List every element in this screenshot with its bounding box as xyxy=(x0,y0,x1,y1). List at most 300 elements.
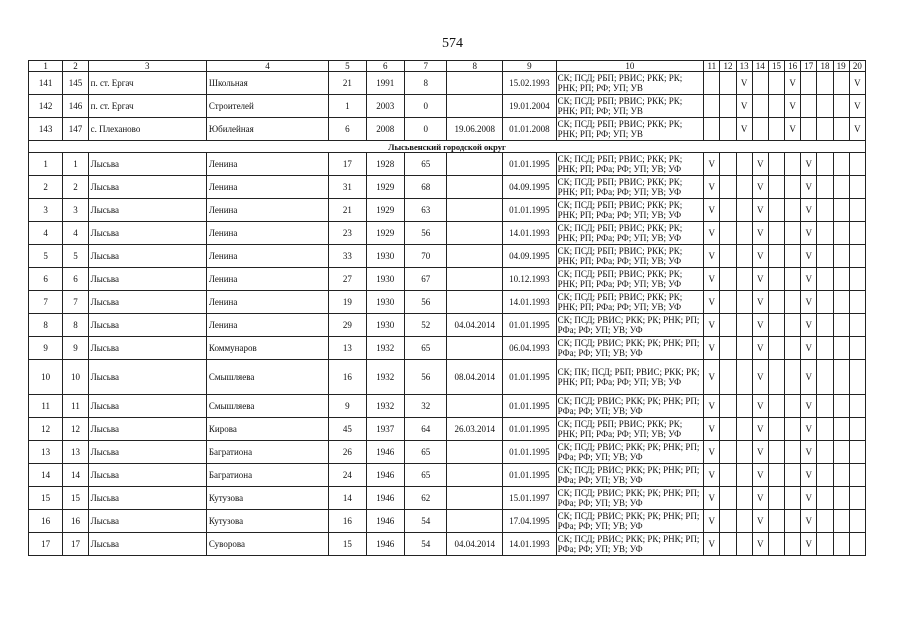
locality-cell: Лысьва xyxy=(88,441,206,464)
column-header: 14 xyxy=(752,61,768,72)
house-number-cell: 17 xyxy=(329,153,366,176)
mark-cell-18 xyxy=(817,268,833,291)
table-row xyxy=(29,176,866,199)
build-year-cell: 1946 xyxy=(366,510,404,533)
column-header: 1 xyxy=(29,61,63,72)
date-8-cell xyxy=(447,176,503,199)
mark-cell-17: V xyxy=(801,222,817,245)
mark-cell-15 xyxy=(768,533,784,556)
mark-cell-20 xyxy=(849,199,865,222)
mark-cell-19 xyxy=(833,153,849,176)
row-number-cell: 16 xyxy=(29,510,63,533)
mark-cell-18 xyxy=(817,510,833,533)
house-number-cell: 24 xyxy=(329,464,366,487)
mark-cell-12 xyxy=(720,153,736,176)
date-8-cell: 04.04.2014 xyxy=(447,314,503,337)
object-number-cell: 1 xyxy=(63,153,88,176)
mark-cell-13: V xyxy=(736,72,752,95)
mark-cell-14 xyxy=(752,95,768,118)
mark-cell-17: V xyxy=(801,441,817,464)
mark-cell-17: V xyxy=(801,337,817,360)
object-number-cell: 4 xyxy=(63,222,88,245)
mark-cell-11: V xyxy=(704,487,720,510)
apartments-count-cell: 8 xyxy=(405,72,447,95)
mark-cell-19 xyxy=(833,418,849,441)
mark-cell-17 xyxy=(801,72,817,95)
mark-cell-12 xyxy=(720,441,736,464)
mark-cell-18 xyxy=(817,199,833,222)
column-header: 12 xyxy=(720,61,736,72)
mark-cell-18 xyxy=(817,153,833,176)
codes-cell: СК; ПСД; РВИС; РКК; РК; РНК; РП; РФа; РФ; УП; УВ; УФ xyxy=(556,487,704,510)
mark-cell-19 xyxy=(833,360,849,395)
mark-cell-15 xyxy=(768,199,784,222)
build-year-cell: 1929 xyxy=(366,176,404,199)
locality-cell: Лысьва xyxy=(88,314,206,337)
locality-cell: Лысьва xyxy=(88,268,206,291)
row-number-cell: 1 xyxy=(29,153,63,176)
street-cell: Ленина xyxy=(206,314,328,337)
row-number-cell: 3 xyxy=(29,199,63,222)
house-number-cell: 45 xyxy=(329,418,366,441)
mark-cell-17: V xyxy=(801,360,817,395)
locality-cell: Лысьва xyxy=(88,395,206,418)
mark-cell-14: V xyxy=(752,176,768,199)
mark-cell-17: V xyxy=(801,314,817,337)
mark-cell-15 xyxy=(768,510,784,533)
street-cell: Кутузова xyxy=(206,510,328,533)
mark-cell-12 xyxy=(720,176,736,199)
apartments-count-cell: 56 xyxy=(405,291,447,314)
row-number-cell: 12 xyxy=(29,418,63,441)
house-number-cell: 29 xyxy=(329,314,366,337)
build-year-cell: 1930 xyxy=(366,314,404,337)
mark-cell-12 xyxy=(720,291,736,314)
column-header: 13 xyxy=(736,61,752,72)
apartments-count-cell: 56 xyxy=(405,222,447,245)
mark-cell-13 xyxy=(736,360,752,395)
date-8-cell: 19.06.2008 xyxy=(447,118,503,141)
mark-cell-17: V xyxy=(801,291,817,314)
mark-cell-16 xyxy=(785,222,801,245)
table-row xyxy=(29,291,866,314)
mark-cell-14: V xyxy=(752,268,768,291)
date-8-cell: 04.04.2014 xyxy=(447,533,503,556)
date-9-cell: 15.02.1993 xyxy=(503,72,557,95)
mark-cell-16 xyxy=(785,464,801,487)
column-header: 6 xyxy=(366,61,404,72)
mark-cell-15 xyxy=(768,360,784,395)
mark-cell-18 xyxy=(817,418,833,441)
mark-cell-18 xyxy=(817,72,833,95)
mark-cell-13: V xyxy=(736,118,752,141)
apartments-count-cell: 65 xyxy=(405,464,447,487)
mark-cell-15 xyxy=(768,176,784,199)
locality-cell: Лысьва xyxy=(88,360,206,395)
street-cell: Школьная xyxy=(206,72,328,95)
date-9-cell: 19.01.2004 xyxy=(503,95,557,118)
mark-cell-20 xyxy=(849,360,865,395)
row-number-cell: 4 xyxy=(29,222,63,245)
table-row xyxy=(29,245,866,268)
mark-cell-20 xyxy=(849,245,865,268)
row-number-cell: 6 xyxy=(29,268,63,291)
mark-cell-11: V xyxy=(704,510,720,533)
row-number-cell: 9 xyxy=(29,337,63,360)
mark-cell-12 xyxy=(720,72,736,95)
column-header: 19 xyxy=(833,61,849,72)
house-number-cell: 6 xyxy=(329,118,366,141)
locality-cell: Лысьва xyxy=(88,291,206,314)
mark-cell-16 xyxy=(785,291,801,314)
date-9-cell: 17.04.1995 xyxy=(503,510,557,533)
mark-cell-13: V xyxy=(736,95,752,118)
apartments-count-cell: 62 xyxy=(405,487,447,510)
mark-cell-13 xyxy=(736,268,752,291)
row-number-cell: 143 xyxy=(29,118,63,141)
mark-cell-19 xyxy=(833,314,849,337)
mark-cell-15 xyxy=(768,314,784,337)
mark-cell-12 xyxy=(720,533,736,556)
row-number-cell: 13 xyxy=(29,441,63,464)
mark-cell-15 xyxy=(768,487,784,510)
mark-cell-14: V xyxy=(752,199,768,222)
mark-cell-19 xyxy=(833,441,849,464)
codes-cell: СК; ПСД; РБП; РВИС; РКК; РК; РНК; РП; РФа; РФ; УП; УВ; УФ xyxy=(556,245,704,268)
street-cell: Ленина xyxy=(206,222,328,245)
codes-cell: СК; ПСД; РВИС; РКК; РК; РНК; РП; РФа; РФ; УП; УВ; УФ xyxy=(556,533,704,556)
mark-cell-12 xyxy=(720,360,736,395)
build-year-cell: 1928 xyxy=(366,153,404,176)
mark-cell-16 xyxy=(785,268,801,291)
mark-cell-15 xyxy=(768,245,784,268)
mark-cell-11: V xyxy=(704,464,720,487)
mark-cell-20 xyxy=(849,441,865,464)
table-row xyxy=(29,222,866,245)
mark-cell-15 xyxy=(768,118,784,141)
date-9-cell: 01.01.1995 xyxy=(503,153,557,176)
apartments-count-cell: 65 xyxy=(405,153,447,176)
mark-cell-14: V xyxy=(752,418,768,441)
house-number-cell: 14 xyxy=(329,487,366,510)
locality-cell: с. Плеханово xyxy=(88,118,206,141)
mark-cell-16 xyxy=(785,395,801,418)
mark-cell-12 xyxy=(720,487,736,510)
street-cell: Ленина xyxy=(206,291,328,314)
mark-cell-20: V xyxy=(849,118,865,141)
mark-cell-14: V xyxy=(752,291,768,314)
mark-cell-13 xyxy=(736,441,752,464)
row-number-cell: 15 xyxy=(29,487,63,510)
house-number-cell: 13 xyxy=(329,337,366,360)
build-year-cell: 1946 xyxy=(366,533,404,556)
mark-cell-13 xyxy=(736,464,752,487)
mark-cell-11: V xyxy=(704,395,720,418)
table-body xyxy=(29,61,866,556)
date-8-cell xyxy=(447,395,503,418)
apartments-count-cell: 65 xyxy=(405,441,447,464)
mark-cell-17: V xyxy=(801,464,817,487)
codes-cell: СК; ПСД; РБП; РВИС; РКК; РК; РНК; РП; РФа; РФ; УП; УВ; УФ xyxy=(556,268,704,291)
build-year-cell: 2008 xyxy=(366,118,404,141)
house-number-cell: 16 xyxy=(329,510,366,533)
street-cell: Строителей xyxy=(206,95,328,118)
mark-cell-17: V xyxy=(801,245,817,268)
street-cell: Смышляева xyxy=(206,395,328,418)
codes-cell: СК; ПСД; РБП; РВИС; РКК; РК; РНК; РП; РФа; РФ; УП; УВ; УФ xyxy=(556,153,704,176)
mark-cell-17: V xyxy=(801,487,817,510)
mark-cell-11: V xyxy=(704,360,720,395)
table-row xyxy=(29,533,866,556)
mark-cell-17: V xyxy=(801,395,817,418)
build-year-cell: 1991 xyxy=(366,72,404,95)
date-9-cell: 01.01.1995 xyxy=(503,441,557,464)
date-8-cell: 08.04.2014 xyxy=(447,360,503,395)
street-cell: Ленина xyxy=(206,199,328,222)
date-9-cell: 04.09.1995 xyxy=(503,245,557,268)
build-year-cell: 1937 xyxy=(366,418,404,441)
mark-cell-15 xyxy=(768,72,784,95)
codes-cell: СК; ПСД; РБП; РВИС; РКК; РК; РНК; РП; РФ; УП; УВ xyxy=(556,72,704,95)
apartments-count-cell: 64 xyxy=(405,418,447,441)
apartments-count-cell: 70 xyxy=(405,245,447,268)
column-header: 9 xyxy=(503,61,557,72)
mark-cell-16 xyxy=(785,245,801,268)
codes-cell: СК; ПСД; РВИС; РКК; РК; РНК; РП; РФа; РФ; УП; УВ; УФ xyxy=(556,337,704,360)
date-8-cell xyxy=(447,291,503,314)
row-number-cell: 10 xyxy=(29,360,63,395)
locality-cell: Лысьва xyxy=(88,418,206,441)
mark-cell-17: V xyxy=(801,268,817,291)
mark-cell-16 xyxy=(785,314,801,337)
mark-cell-18 xyxy=(817,360,833,395)
row-number-cell: 142 xyxy=(29,95,63,118)
mark-cell-20: V xyxy=(849,95,865,118)
mark-cell-13 xyxy=(736,199,752,222)
column-header: 20 xyxy=(849,61,865,72)
row-number-cell: 5 xyxy=(29,245,63,268)
mark-cell-11: V xyxy=(704,337,720,360)
codes-cell: СК; ПСД; РВИС; РКК; РК; РНК; РП; РФа; РФ; УП; УВ; УФ xyxy=(556,441,704,464)
locality-cell: Лысьва xyxy=(88,510,206,533)
column-header: 8 xyxy=(447,61,503,72)
date-9-cell: 01.01.2008 xyxy=(503,118,557,141)
apartments-count-cell: 65 xyxy=(405,337,447,360)
mark-cell-16 xyxy=(785,153,801,176)
mark-cell-15 xyxy=(768,153,784,176)
object-number-cell: 14 xyxy=(63,464,88,487)
mark-cell-14: V xyxy=(752,153,768,176)
mark-cell-16: V xyxy=(785,95,801,118)
mark-cell-14: V xyxy=(752,222,768,245)
mark-cell-20 xyxy=(849,291,865,314)
mark-cell-17 xyxy=(801,95,817,118)
build-year-cell: 1932 xyxy=(366,337,404,360)
column-header: 7 xyxy=(405,61,447,72)
object-number-cell: 17 xyxy=(63,533,88,556)
object-number-cell: 6 xyxy=(63,268,88,291)
mark-cell-12 xyxy=(720,245,736,268)
house-number-cell: 1 xyxy=(329,95,366,118)
mark-cell-13 xyxy=(736,395,752,418)
mark-cell-19 xyxy=(833,72,849,95)
mark-cell-17: V xyxy=(801,176,817,199)
mark-cell-13 xyxy=(736,337,752,360)
table-row xyxy=(29,441,866,464)
street-cell: Багратиона xyxy=(206,441,328,464)
object-number-cell: 5 xyxy=(63,245,88,268)
object-number-cell: 9 xyxy=(63,337,88,360)
mark-cell-17 xyxy=(801,118,817,141)
codes-cell: СК; ПСД; РВИС; РКК; РК; РНК; РП; РФа; РФ; УП; УВ; УФ xyxy=(556,314,704,337)
column-header: 4 xyxy=(206,61,328,72)
mark-cell-19 xyxy=(833,222,849,245)
page-number: 574 xyxy=(442,36,463,51)
mark-cell-13 xyxy=(736,222,752,245)
row-number-cell: 8 xyxy=(29,314,63,337)
apartments-count-cell: 32 xyxy=(405,395,447,418)
mark-cell-16 xyxy=(785,337,801,360)
mark-cell-20 xyxy=(849,314,865,337)
house-number-cell: 16 xyxy=(329,360,366,395)
date-9-cell: 01.01.1995 xyxy=(503,418,557,441)
object-number-cell: 11 xyxy=(63,395,88,418)
mark-cell-14: V xyxy=(752,314,768,337)
house-number-cell: 31 xyxy=(329,176,366,199)
house-number-cell: 9 xyxy=(329,395,366,418)
street-cell: Кирова xyxy=(206,418,328,441)
mark-cell-20 xyxy=(849,487,865,510)
header-row xyxy=(29,61,866,72)
mark-cell-18 xyxy=(817,464,833,487)
codes-cell: СК; ПСД; РВИС; РКК; РК; РНК; РП; РФа; РФ; УП; УВ; УФ xyxy=(556,395,704,418)
date-9-cell: 01.01.1995 xyxy=(503,360,557,395)
mark-cell-14: V xyxy=(752,510,768,533)
date-8-cell xyxy=(447,72,503,95)
codes-cell: СК; ПСД; РБП; РВИС; РКК; РК; РНК; РП; РФ; УП; УВ xyxy=(556,118,704,141)
column-header: 3 xyxy=(88,61,206,72)
apartments-count-cell: 63 xyxy=(405,199,447,222)
row-number-cell: 141 xyxy=(29,72,63,95)
column-header: 5 xyxy=(329,61,366,72)
mark-cell-11: V xyxy=(704,314,720,337)
street-cell: Ленина xyxy=(206,268,328,291)
date-8-cell xyxy=(447,95,503,118)
mark-cell-20 xyxy=(849,268,865,291)
object-number-cell: 3 xyxy=(63,199,88,222)
object-number-cell: 16 xyxy=(63,510,88,533)
codes-cell: СК; ПК; ПСД; РБП; РВИС; РКК; РК; РНК; РП; РФа; РФ; УП; УВ; УФ xyxy=(556,360,704,395)
build-year-cell: 2003 xyxy=(366,95,404,118)
mark-cell-12 xyxy=(720,268,736,291)
locality-cell: Лысьва xyxy=(88,176,206,199)
build-year-cell: 1929 xyxy=(366,222,404,245)
mark-cell-19 xyxy=(833,395,849,418)
codes-cell: СК; ПСД; РБП; РВИС; РКК; РК; РНК; РП; РФа; РФ; УП; УВ; УФ xyxy=(556,199,704,222)
object-number-cell: 12 xyxy=(63,418,88,441)
mark-cell-13 xyxy=(736,245,752,268)
codes-cell: СК; ПСД; РБП; РВИС; РКК; РК; РНК; РП; РФ; УП; УВ xyxy=(556,95,704,118)
mark-cell-20 xyxy=(849,533,865,556)
mark-cell-20 xyxy=(849,464,865,487)
mark-cell-18 xyxy=(817,245,833,268)
apartments-count-cell: 56 xyxy=(405,360,447,395)
mark-cell-16 xyxy=(785,418,801,441)
date-8-cell xyxy=(447,510,503,533)
mark-cell-14: V xyxy=(752,395,768,418)
mark-cell-15 xyxy=(768,464,784,487)
locality-cell: Лысьва xyxy=(88,487,206,510)
section-row xyxy=(29,141,866,153)
date-9-cell: 01.01.1995 xyxy=(503,464,557,487)
mark-cell-12 xyxy=(720,314,736,337)
build-year-cell: 1930 xyxy=(366,245,404,268)
object-number-cell: 8 xyxy=(63,314,88,337)
section-title: Лысьвенский городской округ xyxy=(29,141,866,153)
date-8-cell xyxy=(447,441,503,464)
locality-cell: Лысьва xyxy=(88,222,206,245)
house-number-cell: 26 xyxy=(329,441,366,464)
mark-cell-15 xyxy=(768,268,784,291)
table-row xyxy=(29,118,866,141)
column-header: 16 xyxy=(785,61,801,72)
apartments-count-cell: 0 xyxy=(405,118,447,141)
date-9-cell: 01.01.1995 xyxy=(503,395,557,418)
column-header: 15 xyxy=(768,61,784,72)
mark-cell-15 xyxy=(768,95,784,118)
mark-cell-14: V xyxy=(752,360,768,395)
house-number-cell: 23 xyxy=(329,222,366,245)
mark-cell-16 xyxy=(785,487,801,510)
mark-cell-13 xyxy=(736,533,752,556)
mark-cell-13 xyxy=(736,153,752,176)
apartments-count-cell: 67 xyxy=(405,268,447,291)
date-9-cell: 06.04.1993 xyxy=(503,337,557,360)
locality-cell: Лысьва xyxy=(88,153,206,176)
mark-cell-20 xyxy=(849,395,865,418)
date-8-cell xyxy=(447,464,503,487)
mark-cell-19 xyxy=(833,268,849,291)
mark-cell-14: V xyxy=(752,533,768,556)
date-8-cell xyxy=(447,268,503,291)
mark-cell-15 xyxy=(768,291,784,314)
object-number-cell: 13 xyxy=(63,441,88,464)
mark-cell-19 xyxy=(833,95,849,118)
mark-cell-19 xyxy=(833,199,849,222)
mark-cell-11 xyxy=(704,72,720,95)
mark-cell-18 xyxy=(817,314,833,337)
mark-cell-12 xyxy=(720,464,736,487)
mark-cell-17: V xyxy=(801,418,817,441)
table-row xyxy=(29,510,866,533)
object-number-cell: 7 xyxy=(63,291,88,314)
apartments-count-cell: 54 xyxy=(405,510,447,533)
build-year-cell: 1932 xyxy=(366,395,404,418)
mark-cell-19 xyxy=(833,291,849,314)
mark-cell-18 xyxy=(817,222,833,245)
date-9-cell: 15.01.1997 xyxy=(503,487,557,510)
mark-cell-20 xyxy=(849,222,865,245)
date-8-cell: 26.03.2014 xyxy=(447,418,503,441)
table-row xyxy=(29,268,866,291)
mark-cell-13 xyxy=(736,291,752,314)
apartments-count-cell: 0 xyxy=(405,95,447,118)
street-cell: Ленина xyxy=(206,153,328,176)
date-8-cell xyxy=(447,153,503,176)
table-row xyxy=(29,72,866,95)
mark-cell-18 xyxy=(817,95,833,118)
mark-cell-16 xyxy=(785,176,801,199)
